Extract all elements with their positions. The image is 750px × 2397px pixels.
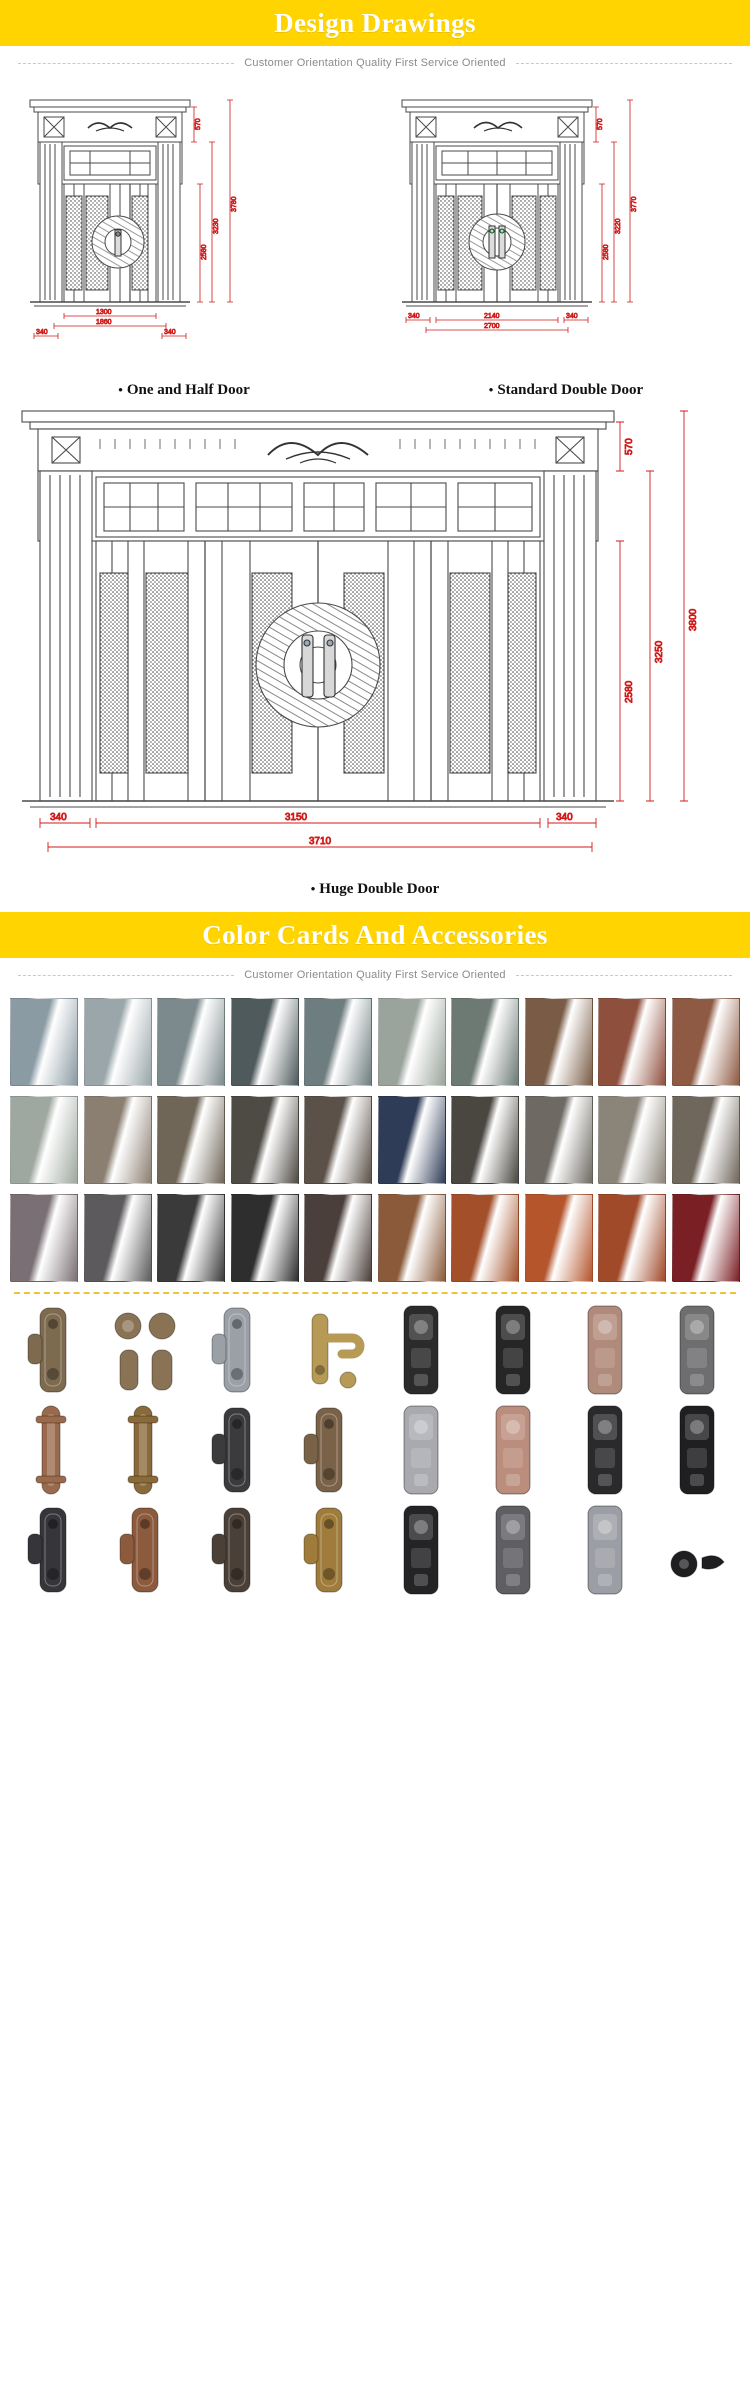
color-swatch[interactable]	[672, 998, 740, 1086]
color-swatch[interactable]	[525, 1194, 593, 1282]
drawing-one-and-half-door	[14, 84, 354, 403]
dash-line-left	[18, 63, 234, 64]
bullet-icon: •	[310, 881, 316, 896]
bronze-knob-lock-set[interactable]	[102, 1304, 188, 1396]
dark-bronze-handle-set[interactable]	[194, 1504, 280, 1596]
dim-inner-width: 1300	[96, 309, 112, 316]
color-swatch[interactable]	[231, 998, 299, 1086]
section-subtitle: Customer Orientation Quality First Service Oriented	[244, 969, 506, 981]
drawing-caption-huge-double	[0, 873, 750, 902]
dim-door-height: 3220	[615, 218, 622, 234]
color-swatch[interactable]	[84, 998, 152, 1086]
color-swatch[interactable]	[84, 1096, 152, 1184]
color-swatch[interactable]	[304, 998, 372, 1086]
silver-mortise-handle-set[interactable]	[194, 1304, 280, 1396]
color-swatch[interactable]	[525, 998, 593, 1086]
black-video-smart-lock[interactable]	[378, 1504, 464, 1596]
black-key-fob-set[interactable]	[654, 1504, 740, 1596]
grey-keypad-smart-lock[interactable]	[470, 1504, 556, 1596]
dash-line-right	[516, 63, 732, 64]
color-swatch[interactable]	[304, 1096, 372, 1184]
color-swatch-grid	[0, 992, 750, 1282]
color-swatch[interactable]	[157, 998, 225, 1086]
section-banner-color-cards	[0, 912, 750, 958]
dim-inner-width: 3150	[284, 812, 308, 823]
bullet-icon: •	[118, 382, 123, 397]
dim-door-height: 3250	[654, 640, 665, 663]
black-touchscreen-lock[interactable]	[562, 1404, 648, 1496]
dim-overall-height: 3800	[688, 608, 699, 631]
color-swatch[interactable]	[451, 1096, 519, 1184]
gold-lever-handle-set[interactable]	[286, 1304, 372, 1396]
dash-line-left	[18, 975, 234, 976]
color-swatch[interactable]	[378, 998, 446, 1086]
dim-left-pillar: 340	[36, 329, 48, 336]
black-mortise-handle-set[interactable]	[194, 1404, 280, 1496]
dim-right-pillar: 340	[164, 329, 176, 336]
color-swatch[interactable]	[598, 1096, 666, 1184]
color-swatch[interactable]	[157, 1194, 225, 1282]
drawing-caption-one-and-half	[14, 374, 354, 403]
bronze-carved-handle-plate[interactable]	[286, 1404, 372, 1496]
section-subtitle-row	[0, 958, 750, 992]
black-smart-lock-keypad[interactable]	[470, 1304, 556, 1396]
section-title: Color Cards And Accessories	[202, 919, 548, 950]
color-swatch[interactable]	[231, 1096, 299, 1184]
caption-text: Standard Double Door	[497, 382, 644, 398]
color-swatch[interactable]	[231, 1194, 299, 1282]
dim-inner-width: 2140	[484, 313, 500, 320]
silver-fingerprint-lock[interactable]	[378, 1404, 464, 1496]
color-swatch-row	[10, 1194, 740, 1282]
drawing-standard-double-door	[396, 84, 736, 403]
color-swatch[interactable]	[672, 1096, 740, 1184]
color-swatch[interactable]	[10, 1096, 78, 1184]
color-swatch[interactable]	[525, 1096, 593, 1184]
dim-leaf-height: 2580	[201, 244, 208, 260]
dim-left-pillar: 340	[50, 812, 67, 823]
copper-pull-handle-long[interactable]	[10, 1404, 96, 1496]
color-swatch[interactable]	[10, 1194, 78, 1282]
color-swatch[interactable]	[451, 998, 519, 1086]
bullet-icon: •	[488, 382, 494, 397]
dim-leaf-height: 2580	[624, 680, 635, 703]
section-subtitle: Customer Orientation Quality First Service Oriented	[244, 57, 506, 69]
drawing-huge-double-door	[0, 403, 750, 902]
drawings-row-top	[0, 84, 750, 403]
dim-mid-width: 1860	[96, 319, 112, 326]
black-handle-lock-set[interactable]	[10, 1504, 96, 1596]
accessories-row	[10, 1404, 740, 1496]
color-swatch[interactable]	[378, 1096, 446, 1184]
accessories-row	[10, 1304, 740, 1396]
dim-door-height: 3230	[213, 218, 220, 234]
color-swatch[interactable]	[672, 1194, 740, 1282]
dim-right-pillar: 340	[566, 313, 578, 320]
dim-left-pillar: 340	[408, 313, 420, 320]
caption-text: One and Half Door	[126, 382, 250, 398]
color-swatch[interactable]	[598, 1194, 666, 1282]
accessories-row	[10, 1504, 740, 1596]
black-keypad-lock-tall[interactable]	[654, 1404, 740, 1496]
color-swatch[interactable]	[10, 998, 78, 1086]
drawings-area	[0, 80, 750, 902]
section-title: Design Drawings	[274, 7, 476, 38]
rose-gold-smart-lock[interactable]	[562, 1304, 648, 1396]
dim-overall-height: 3780	[231, 196, 238, 212]
rose-gold-fingerprint-lock[interactable]	[470, 1404, 556, 1496]
dim-top-height: 570	[624, 438, 635, 455]
dim-overall-height: 3770	[631, 196, 638, 212]
silver-lever-smart-lock[interactable]	[562, 1504, 648, 1596]
color-swatch[interactable]	[378, 1194, 446, 1282]
dim-mid-width: 2700	[484, 323, 500, 330]
grey-smart-lock-panel[interactable]	[654, 1304, 740, 1396]
black-smart-lock-slim[interactable]	[378, 1304, 464, 1396]
section-subtitle-row	[0, 46, 750, 80]
color-swatch[interactable]	[157, 1096, 225, 1184]
caption-text: Huge Double Door	[319, 881, 440, 897]
dim-mid-width: 3710	[308, 836, 332, 847]
dim-right-pillar: 340	[556, 812, 573, 823]
section-banner-design-drawings	[0, 0, 750, 46]
dash-line-right	[516, 975, 732, 976]
color-swatch-row	[10, 998, 740, 1086]
gold-carved-handle-set[interactable]	[286, 1504, 372, 1596]
drawing-caption-standard-double	[396, 374, 736, 403]
dim-leaf-height: 2580	[603, 244, 610, 260]
color-swatch[interactable]	[304, 1194, 372, 1282]
color-swatch-row	[10, 1096, 740, 1184]
color-swatch[interactable]	[598, 998, 666, 1086]
dim-top-height: 570	[597, 118, 604, 130]
accessories-grid	[0, 1302, 750, 1616]
bronze-mortise-handle-set[interactable]	[10, 1304, 96, 1396]
color-swatch[interactable]	[84, 1194, 152, 1282]
dim-top-height: 570	[195, 118, 202, 130]
section-divider	[14, 1292, 736, 1294]
copper-handle-lock-set[interactable]	[102, 1504, 188, 1596]
antique-brass-pull-handle[interactable]	[102, 1404, 188, 1496]
color-swatch[interactable]	[451, 1194, 519, 1282]
